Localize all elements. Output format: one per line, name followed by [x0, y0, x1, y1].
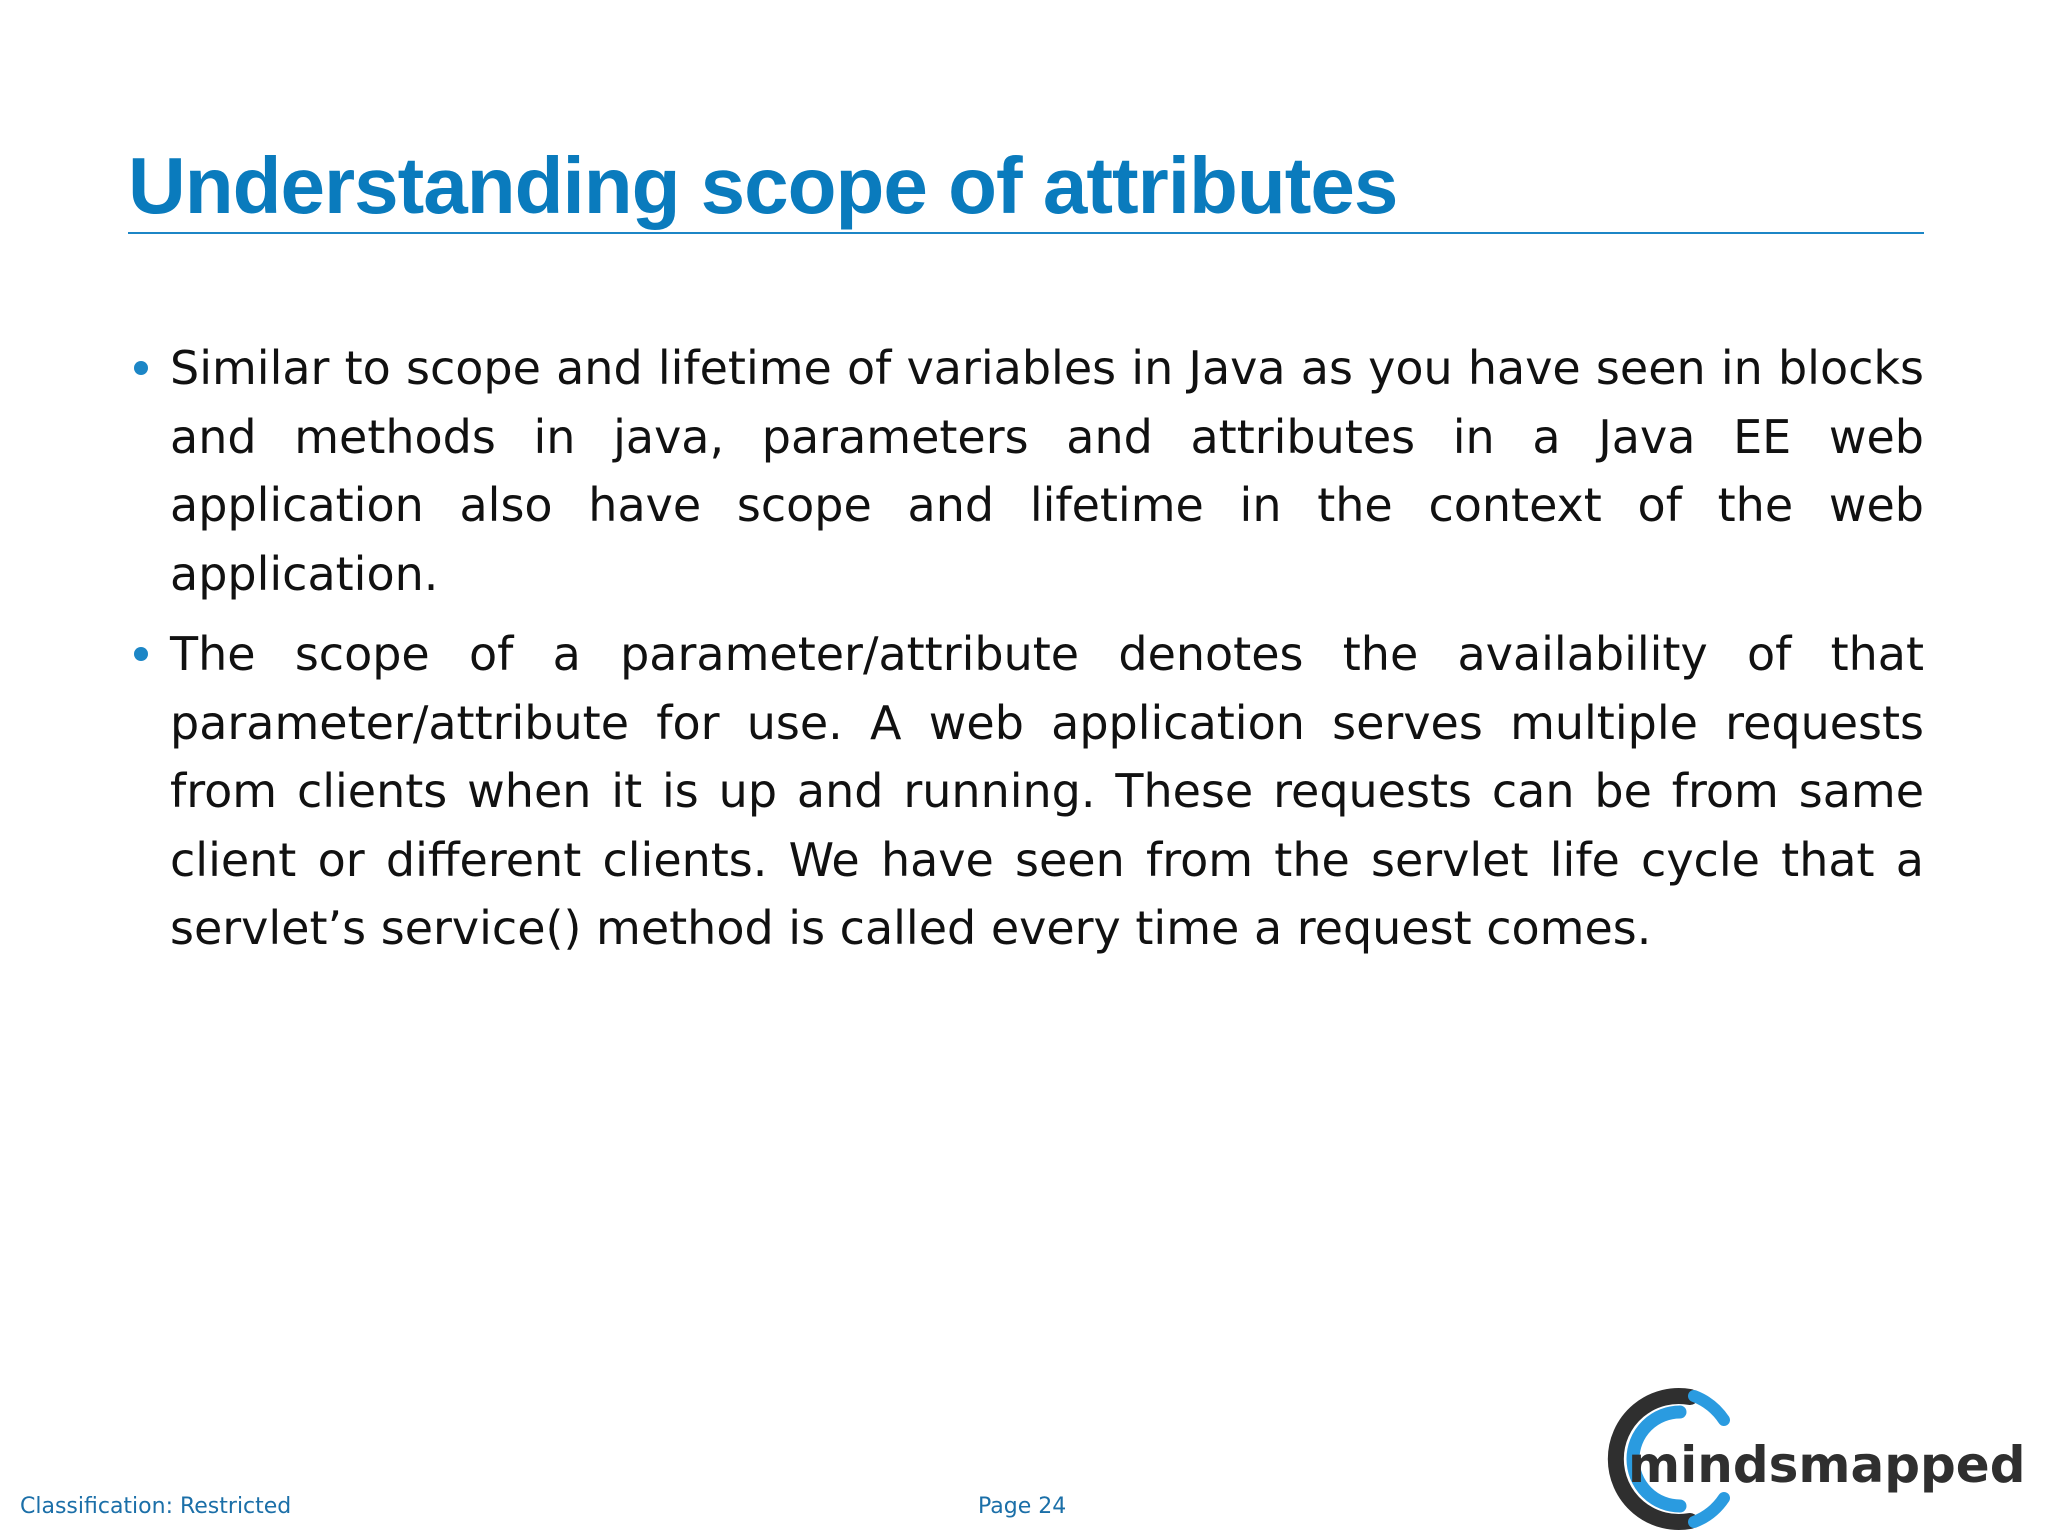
bullet-text: Similar to scope and lifetime of variables in Java as you have seen in blocks and methods in java, parameters and attributes in a Java EE web application also have scope and lifetime in the context of the web application.	[170, 341, 1924, 601]
classification-label: Classification: Restricted	[20, 1494, 292, 1519]
logo-wordmark: mindsmapped	[1628, 1436, 2026, 1494]
bullet-text: The scope of a parameter/attribute denotes the availability of that parameter/attribute for use. A web application serves multiple requests from clients when it is up and running. These requests can be from same client or different clients. We have seen from the servlet life cycle that a servlet’s service() method is called every time a request comes.	[170, 627, 1924, 955]
bullet-list	[128, 334, 1924, 975]
mindsmapped-logo	[1588, 1382, 2038, 1536]
slide-title: Understanding scope of attributes	[128, 141, 1398, 230]
page-number: Page 24	[978, 1494, 1067, 1519]
bullet-item	[128, 334, 1924, 608]
bullet-dot-icon	[134, 647, 148, 661]
title-underline	[128, 232, 1924, 234]
bullet-item	[128, 620, 1924, 963]
bullet-dot-icon	[134, 361, 148, 375]
